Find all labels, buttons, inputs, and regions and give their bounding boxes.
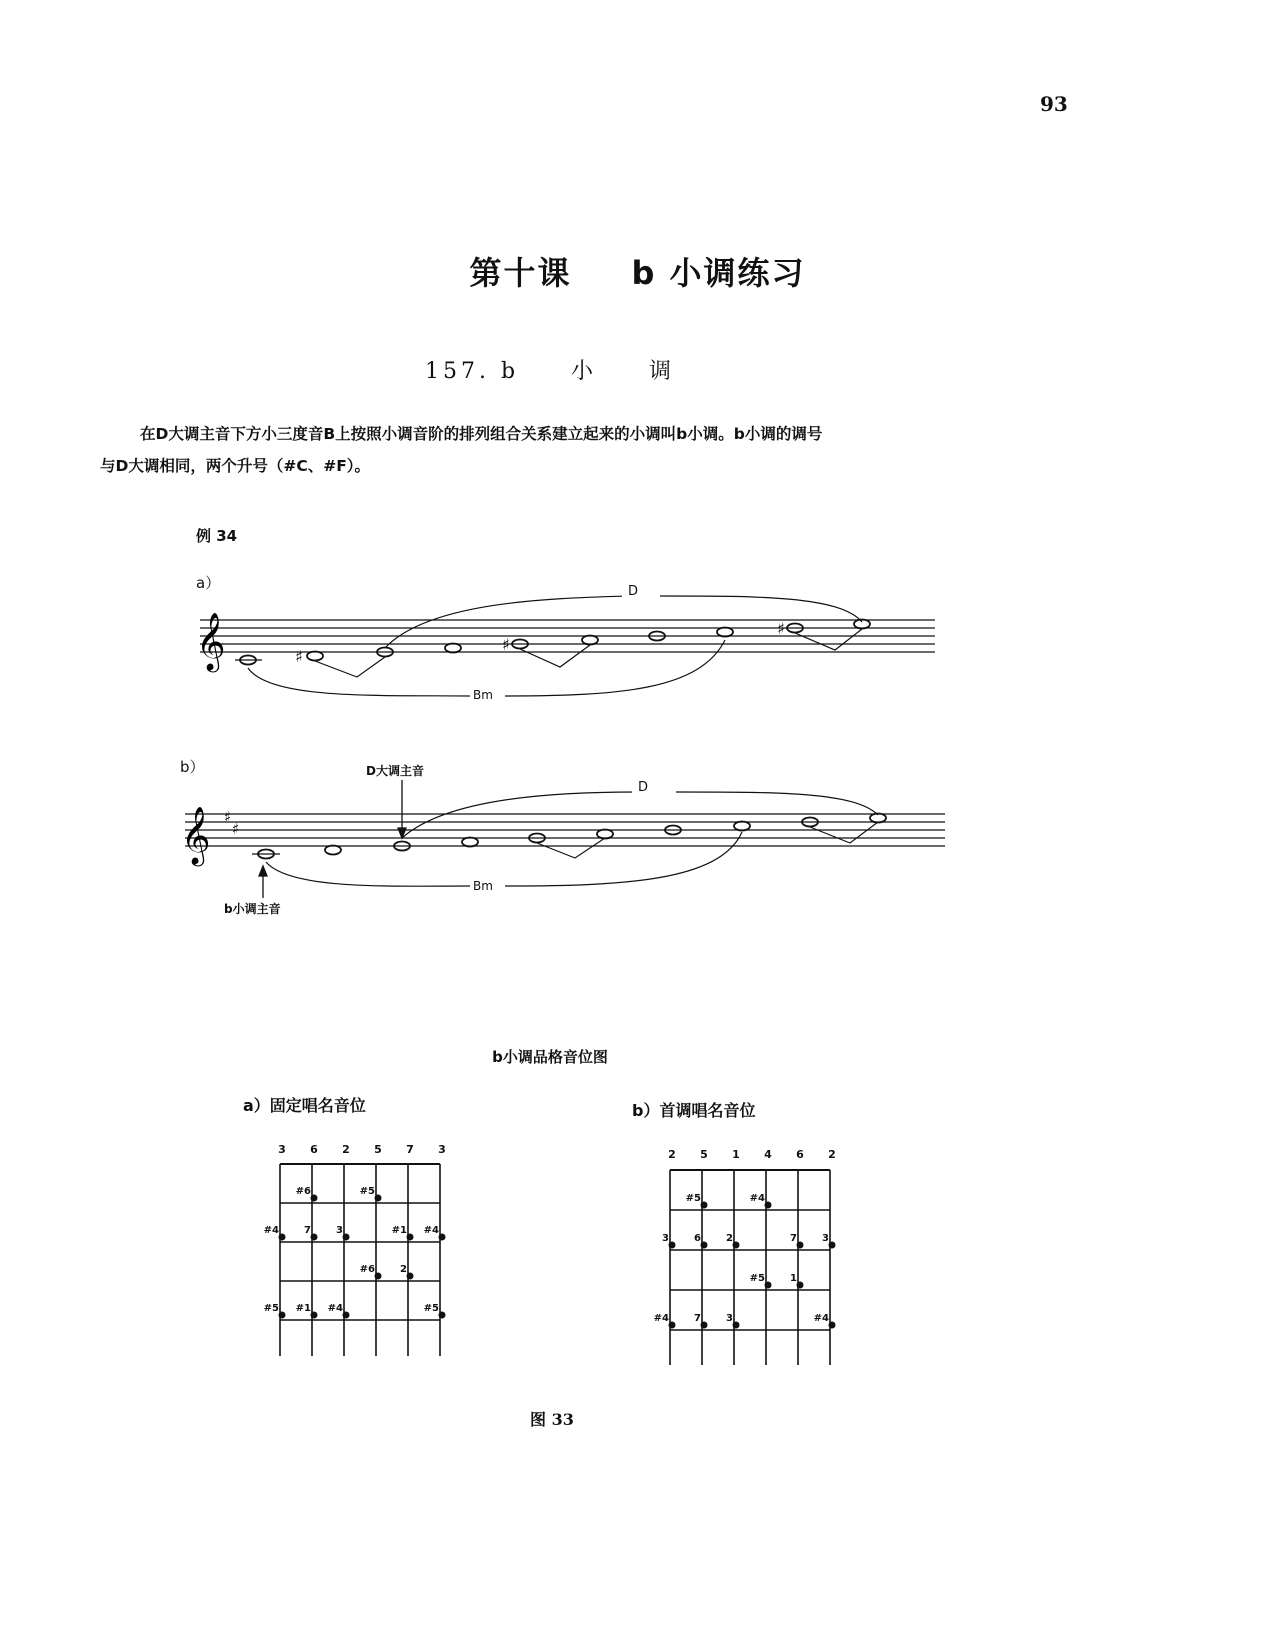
treble-clef-icon-b: 𝄞 [181,806,211,864]
svg-text:#6: #6 [359,1264,375,1275]
svg-text:2: 2 [400,1264,407,1275]
section-title: b 小 调 [500,359,676,384]
fretboard-title: b小调品格音位图 [492,1048,608,1066]
note-b-2 [325,846,341,855]
note-a-8 [717,628,733,637]
bm-label-b: Bm [470,879,496,893]
string-label: 6 [310,1143,318,1156]
string-label: 2 [668,1148,676,1161]
key-sharp-f-icon: ♯ [224,808,232,826]
sharp-icon: ♯ [295,647,303,666]
string-label: 5 [700,1148,708,1161]
sharp-icon: ♯ [502,635,510,654]
svg-text:#4: #4 [263,1225,279,1236]
svg-text:#5: #5 [263,1303,279,1314]
string-label: 3 [438,1143,446,1156]
svg-text:#4: #4 [423,1225,439,1236]
bm-label-a: Bm [470,688,496,702]
sharp-icon: ♯ [777,619,785,638]
fretboard-a-dots [279,1195,446,1319]
paragraph-line-2: 与D大调相同，两个升号（#C、#F）。 [100,457,371,475]
svg-text:#5: #5 [423,1303,439,1314]
svg-text:#4: #4 [749,1193,765,1204]
staff-b [185,814,945,846]
svg-text:7: 7 [304,1225,311,1236]
note-a-6 [582,636,598,645]
note-b-4 [462,838,478,847]
lesson-number: 第十课 [469,254,572,292]
svg-text:3: 3 [336,1225,343,1236]
page-number: 93 [1040,92,1068,116]
fretboard-b-notes [654,1193,829,1324]
svg-text:#4: #4 [813,1313,829,1324]
slurs-b [266,792,878,886]
svg-text:#5: #5 [685,1193,701,1204]
string-label: 1 [732,1148,740,1161]
d-label-a: D [622,584,644,599]
svg-text:6: 6 [694,1233,701,1244]
example-label: 例 34 [196,527,238,545]
note-a-4 [445,644,461,653]
fixed-do-label: a）固定唱名音位 [243,1096,366,1115]
svg-text:#6: #6 [295,1186,311,1197]
note-b-8 [734,822,750,831]
svg-text:3: 3 [726,1313,733,1324]
fretboard-b-strings [668,1148,836,1161]
staff-a [200,620,935,652]
example-b-label: b） [180,758,205,776]
note-b-6 [597,830,613,839]
notes-b [258,814,886,859]
string-label: 4 [764,1148,772,1161]
svg-text:#1: #1 [391,1225,407,1236]
svg-text:#4: #4 [653,1313,669,1324]
fretboard-b-dots [669,1202,836,1329]
slurs-a [248,596,862,696]
notes-a [240,620,870,665]
movable-do-label: b）首调唱名音位 [632,1101,756,1120]
example-a-label: a） [196,574,221,592]
fretboard-a-strings [278,1143,446,1156]
string-label: 5 [374,1143,382,1156]
string-label: 2 [342,1143,350,1156]
b-minor-tonic-label: b小调主音 [224,902,281,916]
svg-text:3: 3 [822,1233,829,1244]
svg-text:#4: #4 [327,1303,343,1314]
svg-text:#1: #1 [295,1303,311,1314]
string-label: 7 [406,1143,414,1156]
lesson-subtitle: b 小调练习 [631,254,806,292]
fretboard-a-notes [264,1186,439,1314]
svg-text:1: 1 [790,1273,797,1284]
string-label: 2 [828,1148,836,1161]
svg-text:3: 3 [662,1233,669,1244]
figure-caption: 图 33 [530,1410,574,1429]
svg-text:#5: #5 [749,1273,765,1284]
key-sharp-c-icon: ♯ [232,820,240,838]
note-a-10 [854,620,870,629]
note-a-2 [307,652,323,661]
svg-text:#5: #5 [359,1186,375,1197]
treble-clef-icon-a: 𝄞 [196,612,226,670]
svg-text:2: 2 [726,1233,733,1244]
svg-text:7: 7 [790,1233,797,1244]
svg-text:7: 7 [694,1313,701,1324]
d-major-tonic-label: D大调主音 [366,764,424,778]
d-label-b: D [632,780,654,795]
paragraph-line-1: 在D大调主音下方小三度音B上按照小调音阶的排列组合关系建立起来的小调叫b小调。b小调的调号 [140,425,823,443]
tonic-arrows [259,780,406,898]
string-label: 3 [278,1143,286,1156]
string-label: 6 [796,1148,804,1161]
section-number: 157. [424,359,490,384]
